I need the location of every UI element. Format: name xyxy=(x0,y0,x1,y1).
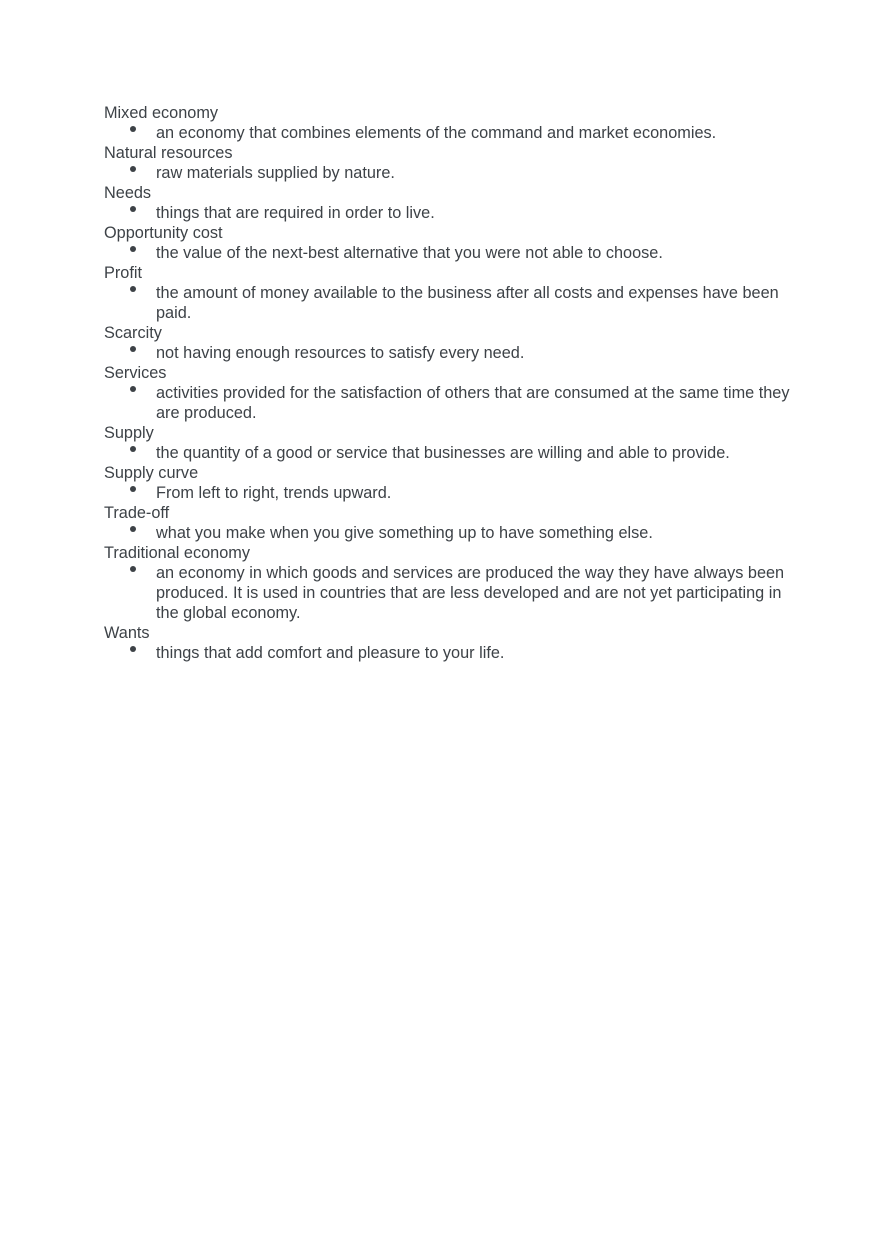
glossary-definition-item xyxy=(104,203,794,223)
glossary-definition-item xyxy=(104,163,794,183)
bullet-icon xyxy=(130,526,136,532)
glossary-entry xyxy=(104,323,794,363)
glossary-entry xyxy=(104,363,794,423)
bullet-icon xyxy=(130,206,136,212)
bullet-icon xyxy=(130,446,136,452)
glossary-definition: an economy that combines elements of the command and market economies. xyxy=(156,124,717,142)
bullet-icon xyxy=(130,566,136,572)
bullet-icon xyxy=(130,166,136,172)
glossary-definition-item xyxy=(104,123,794,143)
glossary-entry xyxy=(104,223,794,263)
bullet-icon xyxy=(130,646,136,652)
glossary-definition-item xyxy=(104,523,794,543)
glossary-definition-item xyxy=(104,563,794,623)
glossary-entry xyxy=(104,103,794,143)
glossary-term: Mixed economy xyxy=(104,104,219,122)
glossary-term: Opportunity cost xyxy=(104,224,223,242)
glossary-definition: the amount of money available to the business after all costs and expenses have been paid. xyxy=(156,284,779,322)
glossary-entry xyxy=(104,183,794,223)
glossary-definition: what you make when you give something up to have something else. xyxy=(156,524,653,542)
glossary-definition-item xyxy=(104,483,794,503)
glossary-definition: things that add comfort and pleasure to your life. xyxy=(156,644,505,662)
glossary-term: Trade-off xyxy=(104,504,170,522)
glossary-definition-item xyxy=(104,343,794,363)
glossary-term: Natural resources xyxy=(104,144,233,162)
bullet-icon xyxy=(130,286,136,292)
bullet-icon xyxy=(130,346,136,352)
glossary-term: Wants xyxy=(104,624,150,642)
bullet-icon xyxy=(130,126,136,132)
glossary-entry xyxy=(104,503,794,543)
glossary-entry xyxy=(104,143,794,183)
glossary-term: Supply xyxy=(104,424,154,442)
glossary-definition: an economy in which goods and services are produced the way they have always been produced. It is used in countries that are less developed and are not yet participating in the global economy. xyxy=(156,564,785,622)
glossary-term: Traditional economy xyxy=(104,544,250,562)
glossary-definition: things that are required in order to live. xyxy=(156,204,435,222)
glossary-term: Scarcity xyxy=(104,324,162,342)
glossary-term: Profit xyxy=(104,264,143,282)
glossary-definition-item xyxy=(104,643,794,663)
glossary-term: Supply curve xyxy=(104,464,199,482)
glossary-term: Services xyxy=(104,364,167,382)
glossary-entry xyxy=(104,463,794,503)
glossary-entry xyxy=(104,623,794,663)
bullet-icon xyxy=(130,386,136,392)
glossary-definition-item xyxy=(104,383,794,423)
glossary-entry xyxy=(104,423,794,463)
glossary-definition: not having enough resources to satisfy every need. xyxy=(156,344,525,362)
glossary-entry xyxy=(104,543,794,623)
glossary-definition: raw materials supplied by nature. xyxy=(156,164,395,182)
glossary-definition: From left to right, trends upward. xyxy=(156,484,392,502)
glossary-definition-item xyxy=(104,243,794,263)
glossary-definition-item xyxy=(104,443,794,463)
glossary-entry xyxy=(104,263,794,323)
glossary-term: Needs xyxy=(104,184,152,202)
glossary-page xyxy=(104,103,794,663)
glossary-definition: activities provided for the satisfaction of others that are consumed at the same time they are produced. xyxy=(156,384,790,422)
glossary-definition: the value of the next-best alternative that you were not able to choose. xyxy=(156,244,663,262)
glossary-definition: the quantity of a good or service that businesses are willing and able to provide. xyxy=(156,444,730,462)
glossary-definition-item xyxy=(104,283,794,323)
bullet-icon xyxy=(130,486,136,492)
bullet-icon xyxy=(130,246,136,252)
